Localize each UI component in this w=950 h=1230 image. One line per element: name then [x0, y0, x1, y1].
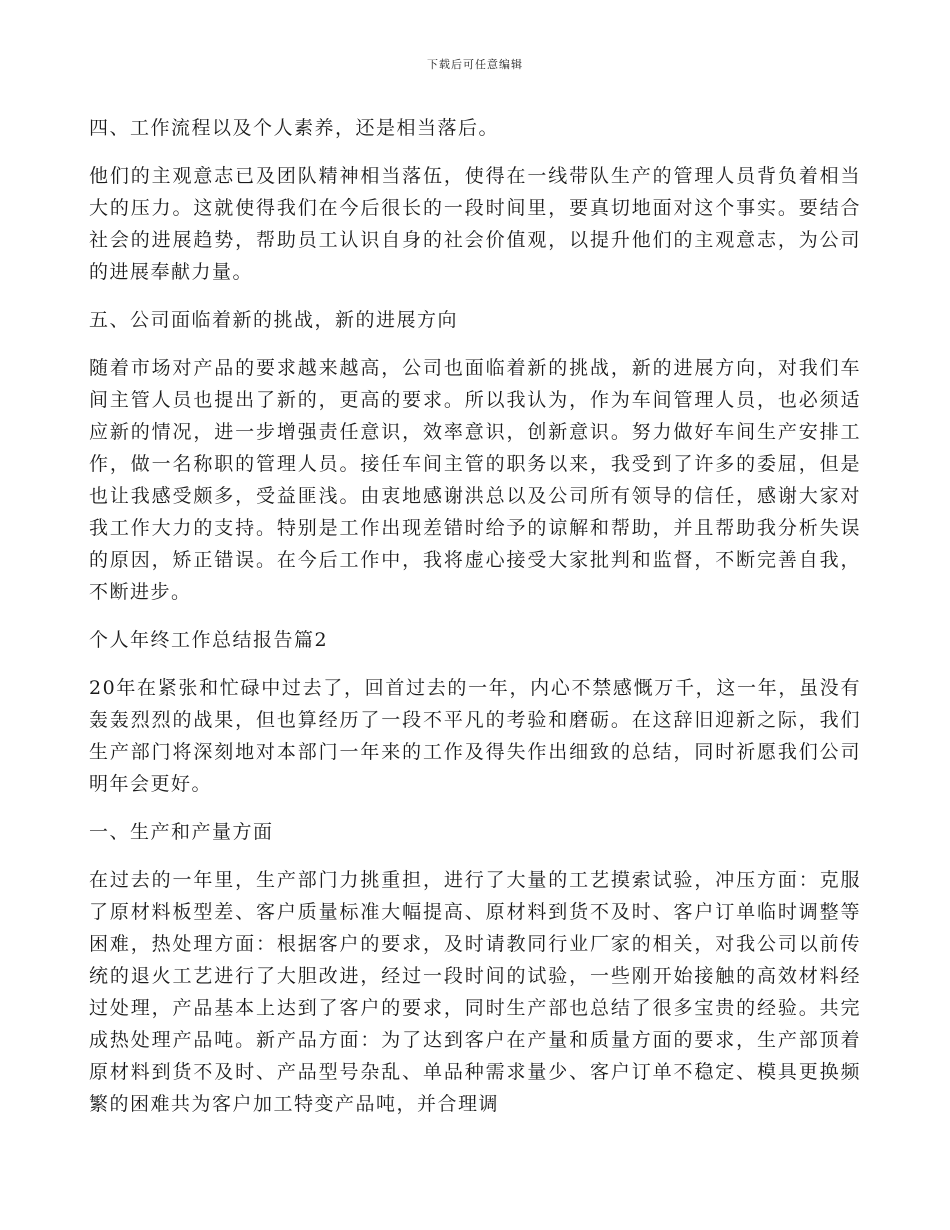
section-heading-1: 一、生产和产量方面 [89, 821, 274, 843]
paragraph: 他们的主观意志已及团队精神相当落伍，使得在一线带队生产的管理人员背负着相当大的压力。这就使得我们在今后很长的一段时间里，要真切地面对这个事实。要结合社会的进展趋势，帮助员工认识自身的社会价值观，以提升他们的主观意志，为公司的进展奉献力量。 [89, 165, 861, 283]
paragraph: 在过去的一年里，生产部门力挑重担，进行了大量的工艺摸索试验，冲压方面：克服了原材料板型差、客户质量标准大幅提高、原材料到货不及时、客户订单临时调整等困难，热处理方面：根据客户的要求，及时请教同行业厂家的相关，对我公司以前传统的退火工艺进行了大胆改进，经过一段时间的试验，一些刚开始接触的高效材料经过处理，产品基本上达到了客户的要求，同时生产部也总结了很多宝贵的经验。共完成热处理产品吨。新产品方面：为了达到客户在产量和质量方面的要求，生产部顶着原材料到货不及时、产品型号杂乱、单品种需求量少、客户订单不稳定、模具更换频繁的困难共为客户加工特变产品吨，并合理调 [89, 869, 861, 1115]
paragraph: 随着市场对产品的要求越来越高，公司也面临着新的挑战，新的进展方向，对我们车间主管人员也提出了新的，更高的要求。所以我认为，作为车间管理人员，也必须适应新的情况，进一步增强责任意识，效率意识，创新意识。努力做好车间生产安排工作，做一名称职的管理人员。接任车间主管的职务以来，我受到了许多的委屈，但是也让我感受颇多，受益匪浅。由衷地感谢洪总以及公司所有领导的信任，感谢大家对我工作大力的支持。特别是工作出现差错时给予的谅解和帮助，并且帮助我分析失误的原因，矫正错误。在今后工作中，我将虚心接受大家批判和监督，不断完善自我，不断进步。 [89, 357, 861, 603]
report-title-part-2: 个人年终工作总结报告篇2 [89, 629, 329, 651]
document-body [89, 112, 861, 1136]
page-header-note: 下载后可任意编辑 [427, 58, 523, 71]
paragraph: 20年在紧张和忙碌中过去了，回首过去的一年，内心不禁感慨万千，这一年，虽没有轰轰烈烈的战果，但也算经历了一段不平凡的考验和磨砺。在这辞旧迎新之际，我们生产部门将深刻地对本部门一年来的工作及得失作出细致的总结，同时祈愿我们公司明年会更好。 [89, 677, 861, 795]
section-heading-5: 五、公司面临着新的挑战，新的进展方向 [89, 309, 459, 331]
section-heading-4: 四、工作流程以及个人素养，还是相当落后。 [89, 117, 500, 139]
